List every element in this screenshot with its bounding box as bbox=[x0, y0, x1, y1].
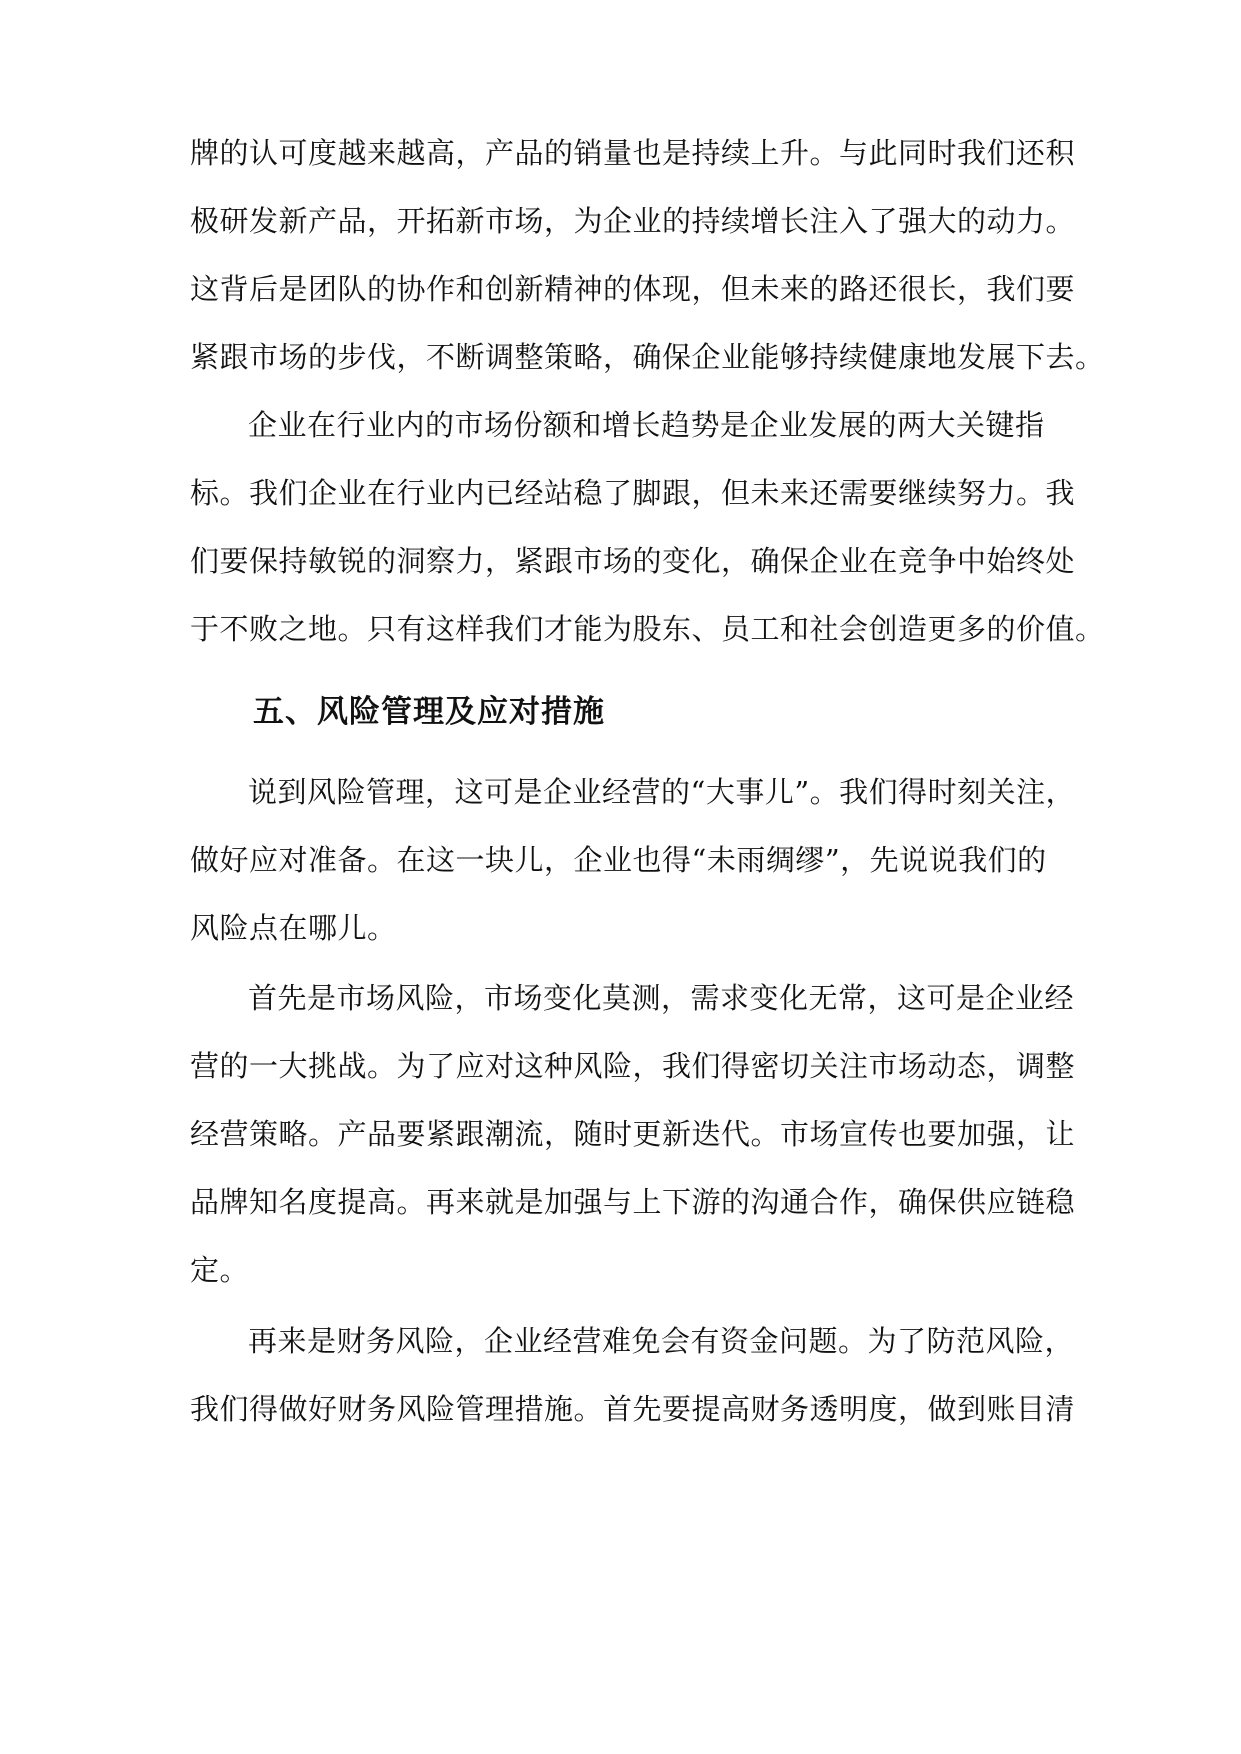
section-heading: 五、风险管理及应对措施 bbox=[253, 694, 605, 730]
paragraph-4-line-1: 首先是市场风险，市场变化莫测，需求变化无常，这可是企业经 bbox=[248, 981, 1075, 1015]
paragraph-2-line-1: 企业在行业内的市场份额和增长趋势是企业发展的两大关键指 bbox=[248, 408, 1045, 442]
paragraph-5-line-2: 我们得做好财务风险管理措施。首先要提高财务透明度，做到账目清 bbox=[190, 1392, 1076, 1426]
paragraph-2-line-2: 标。我们企业在行业内已经站稳了脚跟，但未来还需要继续努力。我 bbox=[190, 476, 1076, 510]
paragraph-4-line-2: 营的一大挑战。为了应对这种风险，我们得密切关注市场动态，调整 bbox=[190, 1049, 1076, 1083]
paragraph-2-line-4: 于不败之地。只有这样我们才能为股东、员工和社会创造更多的价值。 bbox=[190, 612, 1105, 646]
paragraph-2-line-3: 们要保持敏锐的洞察力，紧跟市场的变化，确保企业在竞争中始终处 bbox=[190, 544, 1076, 578]
paragraph-4-line-5: 定。 bbox=[190, 1253, 250, 1287]
paragraph-1-line-1: 牌的认可度越来越高，产品的销量也是持续上升。与此同时我们还积 bbox=[190, 136, 1076, 170]
paragraph-1-line-4: 紧跟市场的步伐，不断调整策略，确保企业能够持续健康地发展下去。 bbox=[190, 340, 1105, 374]
paragraph-3-line-2: 做好应对准备。在这一块儿，企业也得“未雨绸缪”，先说说我们的 bbox=[190, 843, 1047, 877]
paragraph-1-line-3: 这背后是团队的协作和创新精神的体现，但未来的路还很长，我们要 bbox=[190, 272, 1076, 306]
paragraph-4-line-3: 经营策略。产品要紧跟潮流，随时更新迭代。市场宣传也要加强，让 bbox=[190, 1117, 1076, 1151]
paragraph-5-line-1: 再来是财务风险，企业经营难免会有资金问题。为了防范风险， bbox=[248, 1324, 1075, 1358]
paragraph-1-line-2: 极研发新产品，开拓新市场，为企业的持续增长注入了强大的动力。 bbox=[190, 204, 1076, 238]
paragraph-4-line-4: 品牌知名度提高。再来就是加强与上下游的沟通合作，确保供应链稳 bbox=[190, 1185, 1076, 1219]
paragraph-3-line-3: 风险点在哪儿。 bbox=[190, 911, 397, 945]
paragraph-3-line-1: 说到风险管理，这可是企业经营的“大事儿”。我们得时刻关注， bbox=[248, 775, 1076, 809]
